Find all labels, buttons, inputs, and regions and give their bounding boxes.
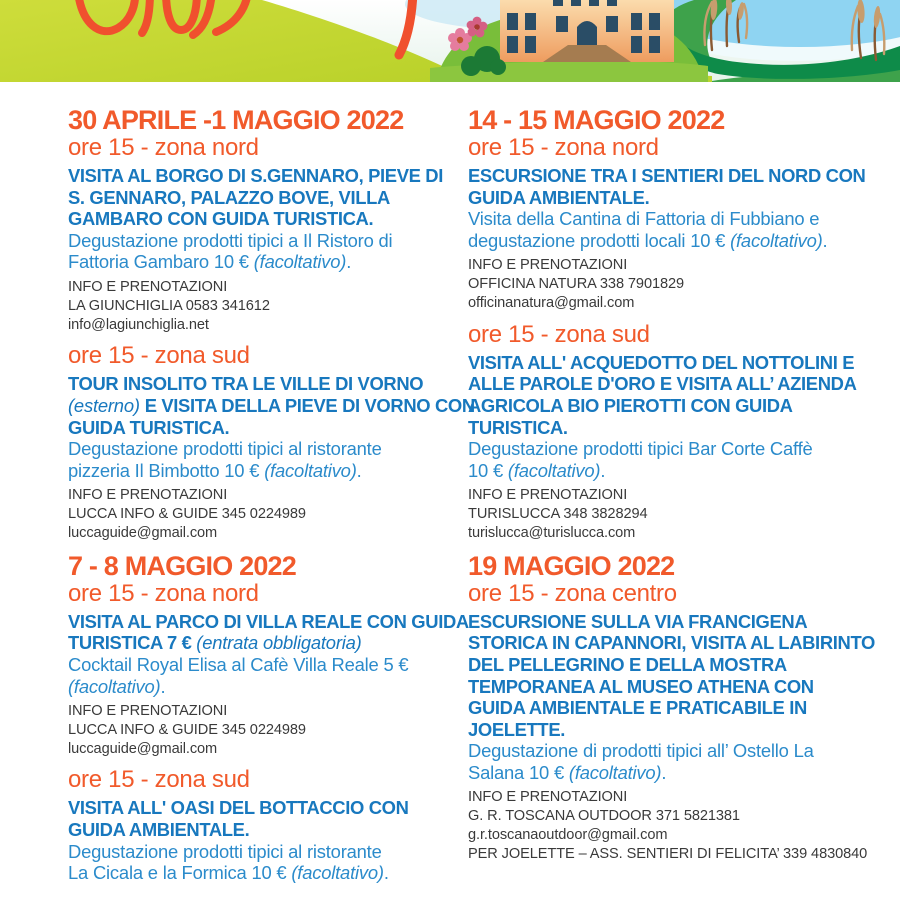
event-title-segment: GUIDA TURISTICA. <box>68 416 230 438</box>
info-line: INFO E PRENOTAZIONI <box>68 703 228 720</box>
event-text-line <box>68 841 460 863</box>
event-text-segment: La Cicala e la Formica 10 € <box>68 862 292 884</box>
event-text-segment: degustazione prodotti locali 10 € <box>468 229 731 251</box>
event-text-segment: (esterno) <box>68 394 145 416</box>
event-date: 19 MAGGIO 2022 <box>468 550 675 581</box>
info-line: LUCCA INFO & GUIDE 345 0224989 <box>68 506 306 523</box>
event-text-line <box>468 719 882 741</box>
event-title-segment: ESCURSIONE SULLA VIA FRANCIGENA <box>468 610 808 632</box>
info-line: PER JOELETTE – ASS. SENTIERI DI FELICITA’ 339 4830840 <box>468 845 868 862</box>
event-text-line <box>68 819 460 841</box>
event-title-segment: STORICA IN CAPANNORI, VISITA AL LABIRINTO <box>468 632 875 654</box>
event-block <box>468 322 882 543</box>
event-text-line <box>468 208 882 230</box>
event-text-segment: (facoltativo) <box>264 459 357 481</box>
event-text-segment: (facoltativo) <box>68 675 161 697</box>
event-text-line <box>468 352 882 374</box>
event-text-segment: Visita della Cantina di Fattoria di Fubbiano e <box>468 208 820 230</box>
event-title-segment: TEMPORANEA AL MUSEO ATHENA CON <box>468 675 814 697</box>
event-title-segment: VISITA AL BORGO DI S.GENNARO, PIEVE DI <box>68 165 443 186</box>
info-line: LUCCA INFO & GUIDE 345 0224989 <box>68 721 306 738</box>
event-title-segment: ESCURSIONE TRA I SENTIERI DEL NORD CON <box>468 165 866 186</box>
event-block <box>468 106 882 313</box>
info-block <box>468 788 882 863</box>
event-text-line <box>68 165 460 187</box>
event-zone: ore 15 - zona sud <box>68 342 250 370</box>
event-title-segment: S. GENNARO, PALAZZO BOVE, VILLA <box>68 186 390 208</box>
event-text-segment: . <box>383 862 389 884</box>
event-title-segment: ALLE PAROLE D'ORO E VISITA ALL’ AZIENDA <box>468 373 857 395</box>
event-description <box>68 797 460 883</box>
events-column-left <box>68 105 475 884</box>
event-title-segment: GAMBARO CON GUIDA TURISTICA. <box>68 208 374 230</box>
event-title-segment: DEL PELLEGRINO E DELLA MOSTRA <box>468 653 787 675</box>
event-text-line <box>68 460 460 482</box>
info-line: info@lagiunchiglia.net <box>68 316 209 333</box>
event-block <box>68 550 469 759</box>
event-title-segment: TURISTICA. <box>468 416 568 438</box>
event-text-line <box>468 230 882 252</box>
event-block <box>468 552 882 864</box>
info-block <box>68 278 460 334</box>
event-text-line <box>68 394 475 417</box>
event-text-line <box>68 417 460 439</box>
event-text-line <box>68 610 469 633</box>
event-zone: ore 15 - zona sud <box>68 766 250 794</box>
event-title-segment: GUIDA AMBIENTALE E PRATICABILE IN <box>468 697 807 719</box>
event-text-line <box>68 208 460 230</box>
info-line: luccaguide@gmail.com <box>68 524 218 541</box>
event-date: 7 - 8 MAGGIO 2022 <box>68 550 296 581</box>
event-text-line <box>468 611 882 633</box>
event-text-line <box>468 373 882 395</box>
event-text-segment: Degustazione prodotti tipici Bar Corte Caffè <box>468 438 813 460</box>
event-text-line <box>68 654 460 676</box>
event-text-line <box>468 395 882 417</box>
event-zone: ore 15 - zona nord <box>68 134 259 161</box>
event-text-segment: . <box>356 459 362 481</box>
event-text-segment: Salana 10 € <box>468 761 569 783</box>
event-block <box>68 106 460 334</box>
event-text-segment: (facoltativo) <box>507 459 601 481</box>
event-text-line <box>68 862 460 884</box>
event-title-segment: TOUR INSOLITO TRA LE VILLE DI VORNO <box>68 373 424 395</box>
info-line: officinanatura@gmail.com <box>468 294 635 311</box>
event-text-line <box>68 676 460 698</box>
event-text-segment: Cocktail Royal Elisa al Cafè Villa Reale 5 € <box>68 653 409 675</box>
event-description <box>468 165 882 251</box>
event-text-line <box>68 187 460 209</box>
info-line: G. R. TOSCANA OUTDOOR 371 5821381 <box>468 808 740 825</box>
event-title-segment: VISITA ALL' ACQUEDOTTO DEL NOTTOLINI E <box>468 351 855 373</box>
event-text-line <box>468 654 882 676</box>
event-date: 14 - 15 MAGGIO 2022 <box>468 105 725 135</box>
event-date: 30 APRILE -1 MAGGIO 2022 <box>68 105 404 135</box>
event-text-segment: 10 € <box>468 459 508 481</box>
event-title-segment: GUIDA AMBIENTALE. <box>468 186 650 208</box>
event-text-segment: . <box>600 459 606 481</box>
event-text-segment: (facoltativo) <box>730 229 823 251</box>
event-text-line <box>468 460 882 482</box>
event-zone: ore 15 - zona nord <box>68 579 259 607</box>
event-text-line <box>468 697 882 719</box>
event-text-line <box>68 632 460 654</box>
event-title-segment: JOELETTE. <box>468 718 565 740</box>
event-text-segment: pizzeria Il Bimbotto 10 € <box>68 459 265 481</box>
info-block <box>68 486 460 542</box>
event-text-segment: (facoltativo) <box>253 251 347 273</box>
event-block <box>68 342 475 542</box>
event-block <box>68 767 460 883</box>
event-title-segment: VISITA AL PARCO DI VILLA REALE CON GUIDA <box>68 610 469 632</box>
event-text-line <box>68 438 460 460</box>
event-text-segment: Fattoria Gambaro 10 € <box>68 251 254 273</box>
event-title-segment: E VISITA DELLA PIEVE DI VORNO CON <box>144 394 475 416</box>
event-text-segment: (facoltativo) <box>568 761 662 783</box>
event-text-segment: (entrata obbligatoria) <box>196 632 362 654</box>
event-description <box>468 611 882 784</box>
info-line: INFO E PRENOTAZIONI <box>68 278 228 295</box>
header-illustration <box>0 0 900 82</box>
event-text-segment: . <box>661 761 667 783</box>
info-line: INFO E PRENOTAZIONI <box>468 257 628 274</box>
event-description <box>68 165 460 273</box>
event-text-segment: Degustazione prodotti tipici a Il Ristoro di <box>68 229 393 251</box>
event-text-segment: . <box>160 675 166 697</box>
info-line: TURISLUCCA 348 3828294 <box>468 506 648 523</box>
event-title-segment: TURISTICA 7 € <box>68 632 197 654</box>
info-block <box>468 256 882 312</box>
event-text-line <box>468 762 882 784</box>
info-line: turislucca@turislucca.com <box>468 524 636 541</box>
event-description <box>68 610 469 697</box>
event-text-segment: . <box>822 229 828 251</box>
info-line: g.r.toscanaoutdoor@gmail.com <box>468 827 668 844</box>
event-text-line <box>68 251 460 273</box>
event-zone: ore 15 - zona centro <box>468 579 677 607</box>
info-line: luccaguide@gmail.com <box>68 740 218 757</box>
event-title-segment: VISITA ALL' OASI DEL BOTTACCIO CON <box>68 797 409 819</box>
event-text-line <box>468 438 882 460</box>
event-description <box>68 373 475 481</box>
event-text-line <box>468 632 882 654</box>
event-text-segment: Degustazione prodotti tipici al ristorante <box>68 438 382 460</box>
info-line: INFO E PRENOTAZIONI <box>68 487 228 504</box>
event-text-line <box>468 676 882 698</box>
info-block <box>468 486 882 542</box>
info-line: INFO E PRENOTAZIONI <box>468 789 628 806</box>
event-text-segment: (facoltativo) <box>291 862 384 884</box>
event-zone: ore 15 - zona sud <box>468 320 650 348</box>
event-title-segment: GUIDA AMBIENTALE. <box>68 819 250 841</box>
event-text-line <box>468 417 882 439</box>
event-text-line <box>68 230 460 252</box>
event-text-line <box>468 740 882 762</box>
info-line: OFFICINA NATURA 338 7901829 <box>468 276 685 293</box>
event-text-line <box>468 187 882 209</box>
info-block <box>68 702 460 758</box>
info-line: LA GIUNCHIGLIA 0583 341612 <box>68 297 270 314</box>
events-column-right <box>468 106 882 873</box>
event-text-line <box>68 797 460 819</box>
event-text-segment: . <box>346 251 352 273</box>
event-zone: ore 15 - zona nord <box>468 134 659 161</box>
event-description <box>468 352 882 482</box>
villa-building <box>500 0 674 62</box>
event-text-segment: Degustazione di prodotti tipici all’ Ostello La <box>468 740 814 762</box>
info-line: INFO E PRENOTAZIONI <box>468 487 628 504</box>
event-text-segment: Degustazione prodotti tipici al ristorante <box>68 840 382 862</box>
event-title-segment: AGRICOLA BIO PIEROTTI CON GUIDA <box>468 394 793 416</box>
event-text-line <box>68 373 460 395</box>
event-text-line <box>468 165 882 187</box>
